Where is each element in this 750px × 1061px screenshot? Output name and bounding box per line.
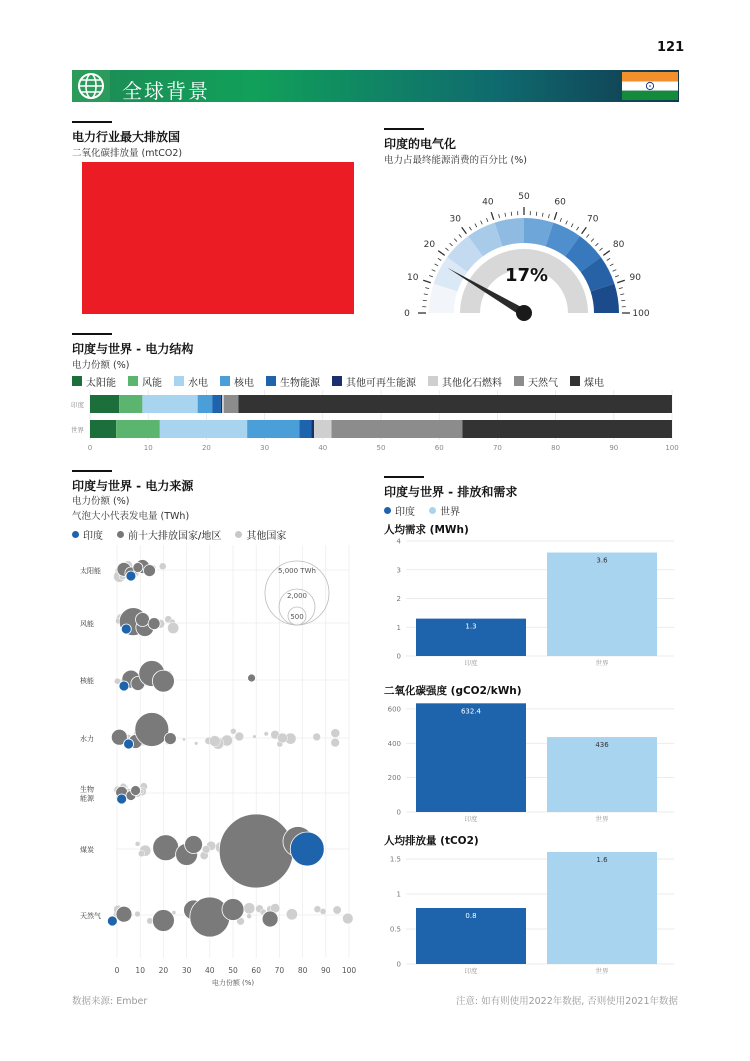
- top-emitter-bubble: [153, 835, 179, 861]
- bar: [416, 703, 526, 812]
- bar-value-label: 436: [595, 741, 609, 750]
- gauge-tick: [621, 300, 625, 301]
- legend-item: [220, 374, 254, 389]
- size-legend-label: 2,000: [286, 592, 308, 600]
- top-emitter-bubble: [219, 814, 293, 888]
- y-tick-label: 0.5: [389, 925, 401, 934]
- other-country-bubble: [277, 733, 287, 743]
- other-country-bubble: [244, 903, 255, 914]
- gauge-tick: [423, 300, 427, 301]
- stacked-bar-segment: [462, 420, 672, 438]
- top-emitter-bubble: [164, 733, 176, 745]
- top-emitter-bubble: [185, 836, 203, 854]
- gauge-tick: [475, 224, 477, 228]
- sources-subtitle-share: 电力份额 (%): [72, 496, 130, 507]
- gauge-value-label: 17%: [505, 265, 549, 286]
- x-tick-label: 40: [205, 966, 215, 975]
- legend-swatch: [235, 531, 242, 538]
- legend-swatch: [128, 376, 138, 386]
- legend-swatch: [72, 376, 82, 386]
- y-tick-label: 0: [396, 652, 401, 661]
- stacked-bar-segment: [160, 420, 247, 438]
- india-bubble: [119, 681, 129, 691]
- other-country-bubble: [167, 622, 178, 633]
- legend-swatch: [570, 376, 580, 386]
- top-emitter-bubble: [248, 674, 256, 682]
- legend-label: 其他化石燃料: [442, 377, 502, 389]
- carbon-intensity-title: 二氧化碳强度 (gCO2/kWh): [384, 685, 522, 697]
- x-tick-label: 100: [341, 966, 357, 975]
- gauge-tick: [429, 275, 433, 276]
- stacked-bar-segment: [221, 395, 222, 413]
- gauge-tick-label: 90: [629, 272, 642, 283]
- gauge-tick: [423, 280, 431, 282]
- x-tick-label: 90: [321, 966, 331, 975]
- gauge-tick: [548, 214, 549, 218]
- x-tick-label: 50: [376, 444, 386, 452]
- top-emitter-bubble: [116, 906, 132, 922]
- gauge-tick: [577, 227, 579, 230]
- stacked-bar-segment: [314, 420, 331, 438]
- other-country-bubble: [331, 729, 340, 738]
- x-tick-label: 40: [318, 444, 328, 452]
- gauge-tick-label: 80: [612, 240, 625, 251]
- bar-value-label: 0.8: [465, 912, 477, 920]
- legend-swatch: [72, 531, 79, 538]
- other-country-bubble: [313, 733, 321, 741]
- gauge-tick: [481, 221, 483, 225]
- bar-value-label: 1.6: [596, 856, 608, 864]
- stacked-bar-segment: [119, 395, 142, 413]
- legend-swatch: [266, 376, 276, 386]
- gauge-tick: [586, 234, 589, 237]
- row-label: 能源: [80, 794, 94, 803]
- gauge-tick: [438, 258, 441, 260]
- gauge-tick: [469, 227, 471, 230]
- gauge-tick-label: 100: [632, 309, 650, 319]
- row-label: 风能: [80, 620, 94, 628]
- bar: [547, 553, 657, 657]
- page-number: 121: [657, 40, 685, 55]
- mix-stacked-bar-chart: [66, 388, 682, 454]
- bar-value-label: 3.6: [596, 556, 608, 565]
- category-label: 世界: [595, 659, 609, 667]
- legend-label: 水电: [188, 377, 208, 389]
- section-rule: [72, 470, 112, 472]
- footer-source: 数据来源: Ember: [72, 996, 148, 1007]
- mix-subtitle: 电力份额 (%): [72, 360, 130, 371]
- emitters-map-placeholder: [82, 162, 354, 314]
- other-country-bubble: [253, 735, 257, 739]
- legend-label: 煤电: [584, 377, 604, 389]
- legend-label: 太阳能: [86, 377, 116, 389]
- other-country-bubble: [333, 906, 341, 914]
- bar-value-label: 1.3: [465, 622, 477, 631]
- row-label: 太阳能: [80, 567, 101, 575]
- gauge-tick: [536, 212, 537, 216]
- x-tick-label: 20: [158, 966, 169, 975]
- sources-subtitle-bubble: 气泡大小代表发电量 (TWh): [72, 511, 190, 522]
- gauge-tick-label: 50: [518, 192, 530, 202]
- x-axis-label: 电力份额 (%): [211, 979, 255, 987]
- other-country-bubble: [286, 909, 297, 920]
- legend-swatch: [117, 531, 124, 538]
- legend-item: [570, 374, 604, 389]
- other-country-bubble: [135, 841, 140, 846]
- legend-item: [514, 374, 558, 389]
- other-country-bubble: [264, 732, 269, 737]
- per-capita-emissions-chart: [384, 846, 680, 978]
- gauge-tick: [486, 218, 487, 222]
- legend-label: 前十大排放国家/地区: [128, 531, 222, 542]
- banner-title: 全球背景: [122, 79, 210, 103]
- gauge-tick: [438, 251, 444, 256]
- stacked-bar-segment: [212, 395, 221, 413]
- section-rule: [72, 121, 112, 123]
- y-tick-label: 0: [396, 808, 401, 817]
- emitters-title: 电力行业最大排放国: [72, 130, 181, 144]
- stacked-bar-segment: [198, 395, 213, 413]
- section-rule: [384, 128, 424, 130]
- gauge-tick-label: 20: [423, 240, 436, 251]
- gauge-needle-hub: [516, 305, 532, 321]
- size-legend-label: 500: [290, 613, 304, 621]
- x-tick-label: 30: [181, 966, 192, 975]
- gauge-tick: [600, 248, 603, 251]
- gauge-tick-label: 70: [587, 214, 599, 225]
- gauge-tick: [542, 213, 543, 217]
- top-emitter-bubble: [133, 563, 143, 573]
- gauge-tick: [617, 280, 625, 282]
- legend-label: 风能: [142, 377, 162, 389]
- gauge-tick: [610, 264, 614, 266]
- legend-swatch: [332, 376, 342, 386]
- carbon-intensity-chart: [384, 696, 680, 826]
- x-tick-label: 30: [260, 444, 270, 452]
- top-emitter-bubble: [222, 899, 244, 921]
- row-label: 煤炭: [80, 846, 94, 854]
- other-country-bubble: [202, 846, 210, 854]
- y-tick-label: 0: [396, 960, 401, 969]
- category-label: 印度: [71, 401, 84, 409]
- gauge-tick: [462, 227, 467, 233]
- legend-label: 生物能源: [280, 377, 320, 389]
- legend-item: [128, 374, 162, 389]
- gauge-tick: [591, 239, 594, 242]
- india-bubble: [117, 794, 127, 804]
- category-label: 印度: [464, 659, 478, 667]
- category-label: 世界: [595, 815, 609, 823]
- stacked-bar-segment: [90, 420, 116, 438]
- gauge-tick: [619, 288, 623, 289]
- gauge-tick-label: 40: [482, 197, 494, 208]
- gauge-tick-label: 10: [406, 272, 419, 283]
- electrification-gauge: [384, 170, 674, 322]
- x-tick-label: 20: [201, 444, 211, 452]
- other-country-bubble: [342, 913, 353, 924]
- india-bubble: [290, 832, 324, 866]
- emitters-subtitle: 二氧化碳排放量 (mtCO2): [72, 148, 183, 159]
- legend-item: [428, 374, 502, 389]
- gauge-title: 印度的电气化: [384, 137, 457, 151]
- gauge-tick: [582, 227, 587, 233]
- top-emitter-bubble: [148, 618, 160, 630]
- stacked-bar-segment: [311, 420, 314, 438]
- x-tick-label: 80: [551, 444, 561, 452]
- other-country-bubble: [230, 728, 236, 734]
- legend-swatch: [384, 507, 391, 514]
- stacked-bar-segment: [90, 395, 119, 413]
- ed-legend: [384, 499, 474, 518]
- y-tick-label: 2: [396, 595, 401, 603]
- other-country-bubble: [331, 738, 340, 747]
- top-emitter-bubble: [152, 670, 174, 692]
- legend-label: 世界: [440, 507, 460, 518]
- other-country-bubble: [138, 850, 145, 857]
- stacked-bar-segment: [300, 420, 312, 438]
- x-tick-label: 10: [135, 966, 145, 975]
- category-label: 世界: [595, 967, 609, 975]
- x-tick-label: 10: [143, 444, 153, 452]
- category-label: 印度: [464, 967, 478, 975]
- other-country-bubble: [159, 563, 166, 570]
- y-tick-label: 3: [396, 566, 401, 575]
- other-country-bubble: [209, 736, 220, 747]
- legend-item: [429, 503, 460, 518]
- sources-title: 印度与世界 - 电力来源: [72, 479, 194, 493]
- row-label: 天然气: [80, 912, 101, 920]
- gauge-tick: [435, 264, 439, 266]
- legend-swatch: [429, 507, 436, 514]
- gauge-tick: [505, 213, 506, 217]
- gauge-tick: [607, 258, 610, 260]
- x-tick-label: 0: [87, 444, 93, 452]
- gauge-tick: [499, 214, 500, 218]
- bar-value-label: 632.4: [460, 707, 482, 716]
- sources-bubble-chart: [72, 540, 357, 990]
- top-emitter-bubble: [131, 786, 141, 796]
- row-label: 核能: [80, 677, 94, 685]
- x-tick-label: 80: [297, 966, 308, 975]
- x-tick-label: 90: [609, 444, 619, 452]
- india-bubble: [124, 739, 134, 749]
- top-emitter-bubble: [152, 910, 174, 932]
- y-tick-label: 400: [387, 739, 401, 748]
- gauge-tick: [459, 234, 462, 237]
- gauge-tick: [445, 248, 448, 251]
- gauge-tick: [571, 224, 573, 228]
- legend-swatch: [220, 376, 230, 386]
- india-bubble: [126, 571, 136, 581]
- bar: [547, 852, 657, 964]
- category-label: 世界: [71, 426, 84, 434]
- stacked-bar-segment: [247, 420, 299, 438]
- other-country-bubble: [182, 738, 185, 741]
- section-rule: [72, 333, 112, 335]
- gauge-tick: [511, 212, 512, 216]
- per-capita-demand-chart: [384, 535, 680, 670]
- stacked-bar-segment: [224, 395, 239, 413]
- gauge-tick: [613, 270, 617, 272]
- legend-label: 其他国家: [246, 531, 287, 542]
- legend-swatch: [174, 376, 184, 386]
- stacked-bar-segment: [142, 395, 197, 413]
- legend-swatch: [428, 376, 438, 386]
- stacked-bar-segment: [116, 420, 160, 438]
- india-flag-icon: [622, 72, 678, 100]
- gauge-tick: [450, 243, 453, 246]
- globe-icon: [72, 70, 110, 102]
- size-legend-label: 5,000 TWh: [278, 567, 316, 575]
- gauge-tick-label: 60: [554, 197, 566, 208]
- y-tick-label: 1: [396, 890, 401, 899]
- gauge-tick: [566, 221, 568, 225]
- gauge-tick: [554, 212, 556, 220]
- legend-item: [266, 374, 320, 389]
- stacked-bar-segment: [238, 395, 672, 413]
- legend-label: 天然气: [528, 377, 558, 389]
- gauge-tick: [491, 212, 493, 220]
- y-tick-label: 1: [396, 623, 401, 632]
- other-country-bubble: [247, 914, 252, 919]
- x-tick-label: 100: [665, 444, 679, 452]
- ed-title: 印度与世界 - 排放和需求: [384, 485, 518, 499]
- legend-item: [384, 503, 415, 518]
- category-label: 印度: [464, 815, 478, 823]
- legend-label: 印度: [83, 531, 103, 542]
- top-emitter-bubble: [262, 911, 278, 927]
- x-tick-label: 70: [492, 444, 502, 452]
- mix-title: 印度与世界 - 电力结构: [72, 342, 194, 356]
- stacked-bar-segment: [332, 420, 463, 438]
- india-bubble: [121, 624, 131, 634]
- y-tick-label: 200: [387, 774, 401, 783]
- india-bubble: [107, 916, 117, 926]
- gauge-tick: [424, 294, 428, 295]
- gauge-tick: [432, 270, 436, 272]
- legend-label: 核电: [234, 377, 254, 389]
- x-tick-label: 60: [251, 966, 261, 975]
- gauge-tick: [595, 243, 598, 246]
- legend-label: 印度: [395, 507, 415, 518]
- gauge-tick: [454, 239, 457, 242]
- legend-item: [174, 374, 208, 389]
- gauge-subtitle: 电力占最终能源消费的百分比 (%): [384, 155, 527, 166]
- gauge-tick-label: 0: [404, 309, 410, 319]
- gauge-tick: [603, 251, 609, 256]
- gauge-tick: [615, 275, 619, 276]
- stacked-bar-segment: [222, 395, 224, 413]
- gauge-tick-label: 30: [449, 214, 461, 225]
- x-tick-label: 50: [228, 966, 238, 975]
- gauge-tick: [425, 288, 429, 289]
- other-country-bubble: [235, 732, 244, 741]
- per-capita-emissions-title: 人均排放量 (tCO2): [384, 835, 479, 847]
- section-rule: [384, 476, 424, 478]
- footer-note: 注意: 如有则使用2022年数据, 否则使用2021年数据: [455, 996, 678, 1007]
- legend-item: [332, 374, 416, 389]
- y-tick-label: 600: [387, 705, 401, 714]
- x-tick-label: 0: [114, 966, 120, 975]
- row-label: 水力: [80, 735, 94, 743]
- legend-label: 其他可再生能源: [346, 377, 416, 389]
- other-country-bubble: [135, 911, 141, 917]
- y-tick-label: 4: [396, 537, 401, 546]
- other-country-bubble: [320, 908, 326, 914]
- row-label: 生物: [80, 785, 94, 794]
- gauge-tick: [560, 218, 561, 222]
- top-emitter-bubble: [143, 565, 155, 577]
- top-emitter-bubble: [135, 713, 169, 747]
- legend-item: [72, 374, 116, 389]
- top-emitter-bubble: [136, 613, 150, 627]
- per-capita-demand-title: 人均需求 (MWh): [384, 524, 469, 536]
- x-tick-label: 70: [274, 966, 285, 975]
- gauge-tick: [620, 294, 624, 295]
- y-tick-label: 1.5: [389, 855, 401, 864]
- legend-swatch: [514, 376, 524, 386]
- x-tick-label: 60: [434, 444, 444, 452]
- other-country-bubble: [194, 741, 198, 745]
